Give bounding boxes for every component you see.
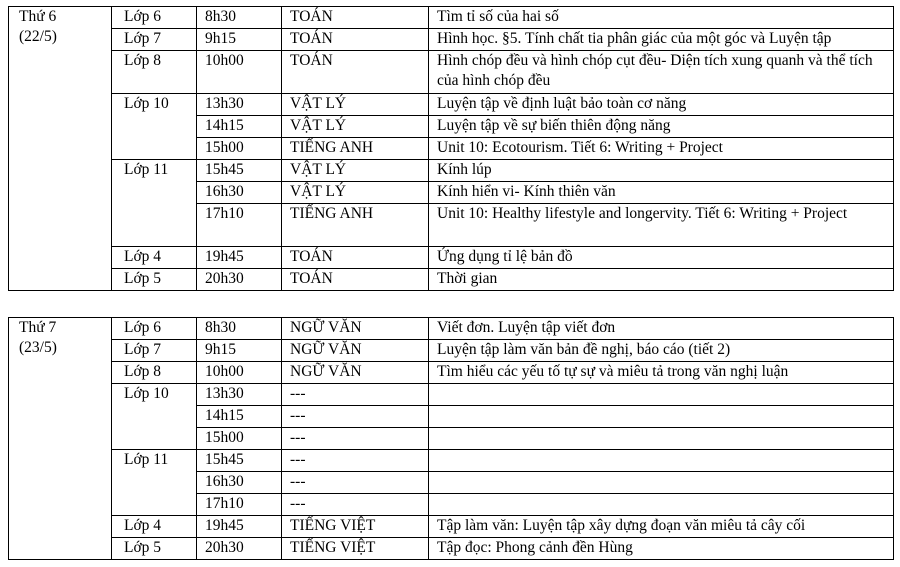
time-cell: 17h10 <box>197 204 282 247</box>
day-cell <box>9 7 112 291</box>
topic-cell: Luyện tập làm văn bản đề nghị, báo cáo (tiết 2) <box>429 340 894 362</box>
time-cell: 19h45 <box>197 247 282 269</box>
subject-cell: --- <box>282 406 429 428</box>
topic-cell: Luyện tập về sự biến thiên động năng <box>429 116 894 138</box>
topic-cell: Luyện tập về định luật bảo toàn cơ năng <box>429 94 894 116</box>
subject-cell: TOÁN <box>282 269 429 291</box>
time-cell: 9h15 <box>197 29 282 51</box>
day-label: Thứ 7 <box>19 319 57 336</box>
subject-cell: NGỮ VĂN <box>282 362 429 384</box>
topic-cell: Tìm tỉ số của hai số <box>429 7 894 29</box>
table-row <box>9 29 894 51</box>
day-date: (23/5) <box>19 339 57 356</box>
time-cell: 13h30 <box>197 94 282 116</box>
subject-cell: TIẾNG VIỆT <box>282 516 429 538</box>
subject-cell: TOÁN <box>282 7 429 29</box>
subject-cell: TIẾNG VIỆT <box>282 538 429 560</box>
table-row <box>9 362 894 384</box>
topic-cell: Kính lúp <box>429 160 894 182</box>
time-cell: 17h10 <box>197 494 282 516</box>
time-cell: 15h00 <box>197 428 282 450</box>
schedule-table-friday <box>8 6 894 291</box>
subject-cell: VẬT LÝ <box>282 160 429 182</box>
day-date: (22/5) <box>19 28 57 45</box>
class-cell: Lớp 5 <box>112 538 197 560</box>
time-cell: 10h00 <box>197 51 282 94</box>
subject-cell: VẬT LÝ <box>282 182 429 204</box>
subject-cell: --- <box>282 472 429 494</box>
class-cell: Lớp 11 <box>112 160 197 247</box>
subject-cell: TIẾNG ANH <box>282 138 429 160</box>
table-row <box>9 384 894 406</box>
class-cell: Lớp 10 <box>112 94 197 160</box>
class-cell: Lớp 11 <box>112 450 197 516</box>
table-row <box>9 7 894 29</box>
topic-cell: Thời gian <box>429 269 894 291</box>
subject-cell: VẬT LÝ <box>282 94 429 116</box>
subject-cell: NGỮ VĂN <box>282 318 429 340</box>
table-row <box>9 247 894 269</box>
topic-cell <box>429 450 894 472</box>
class-cell: Lớp 7 <box>112 29 197 51</box>
schedule-table-saturday <box>8 317 894 560</box>
day-cell <box>9 318 112 560</box>
topic-cell: Viết đơn. Luyện tập viết đơn <box>429 318 894 340</box>
topic-cell: Hình học. §5. Tính chất tia phân giác của một góc và Luyện tập <box>429 29 894 51</box>
time-cell: 16h30 <box>197 182 282 204</box>
time-cell: 8h30 <box>197 318 282 340</box>
table-row <box>9 51 894 94</box>
time-cell: 15h45 <box>197 450 282 472</box>
table-row <box>9 450 894 472</box>
table-row <box>9 94 894 116</box>
topic-cell: Ứng dụng tỉ lệ bản đồ <box>429 247 894 269</box>
subject-cell: VẬT LÝ <box>282 116 429 138</box>
topic-cell <box>429 406 894 428</box>
topic-cell <box>429 428 894 450</box>
schedule-body <box>9 7 894 291</box>
time-cell: 8h30 <box>197 7 282 29</box>
class-cell: Lớp 4 <box>112 516 197 538</box>
topic-cell <box>429 494 894 516</box>
time-cell: 15h45 <box>197 160 282 182</box>
topic-cell: Hình chóp đều và hình chóp cụt đều- Diện tích xung quanh và thể tích của hình chóp đều <box>429 51 894 94</box>
subject-cell: TOÁN <box>282 247 429 269</box>
schedule-body <box>9 318 894 560</box>
topic-cell <box>429 472 894 494</box>
topic-cell: Tập đọc: Phong cảnh đền Hùng <box>429 538 894 560</box>
time-cell: 15h00 <box>197 138 282 160</box>
time-cell: 16h30 <box>197 472 282 494</box>
class-cell: Lớp 6 <box>112 318 197 340</box>
class-cell: Lớp 10 <box>112 384 197 450</box>
time-cell: 20h30 <box>197 269 282 291</box>
class-cell: Lớp 8 <box>112 51 197 94</box>
topic-cell: Unit 10: Ecotourism. Tiết 6: Writing + Project <box>429 138 894 160</box>
topic-cell: Unit 10: Healthy lifestyle and longervity. Tiết 6: Writing + Project <box>429 204 894 247</box>
time-cell: 13h30 <box>197 384 282 406</box>
subject-cell: NGỮ VĂN <box>282 340 429 362</box>
time-cell: 10h00 <box>197 362 282 384</box>
day-label: Thứ 6 <box>19 8 57 25</box>
subject-cell: TIẾNG ANH <box>282 204 429 247</box>
time-cell: 9h15 <box>197 340 282 362</box>
subject-cell: TOÁN <box>282 29 429 51</box>
topic-cell: Tìm hiểu các yếu tố tự sự và miêu tả trong văn nghị luận <box>429 362 894 384</box>
class-cell: Lớp 6 <box>112 7 197 29</box>
subject-cell: --- <box>282 428 429 450</box>
table-row <box>9 269 894 291</box>
topic-cell: Kính hiển vi- Kính thiên văn <box>429 182 894 204</box>
class-cell: Lớp 4 <box>112 247 197 269</box>
subject-cell: --- <box>282 494 429 516</box>
table-row <box>9 318 894 340</box>
class-cell: Lớp 7 <box>112 340 197 362</box>
time-cell: 14h15 <box>197 406 282 428</box>
table-row <box>9 516 894 538</box>
subject-cell: --- <box>282 384 429 406</box>
table-row <box>9 340 894 362</box>
subject-cell: TOÁN <box>282 51 429 94</box>
class-cell: Lớp 5 <box>112 269 197 291</box>
time-cell: 20h30 <box>197 538 282 560</box>
table-row <box>9 160 894 182</box>
topic-cell: Tập làm văn: Luyện tập xây dựng đoạn văn miêu tả cây cối <box>429 516 894 538</box>
table-row <box>9 538 894 560</box>
subject-cell: --- <box>282 450 429 472</box>
topic-cell <box>429 384 894 406</box>
time-cell: 14h15 <box>197 116 282 138</box>
time-cell: 19h45 <box>197 516 282 538</box>
class-cell: Lớp 8 <box>112 362 197 384</box>
